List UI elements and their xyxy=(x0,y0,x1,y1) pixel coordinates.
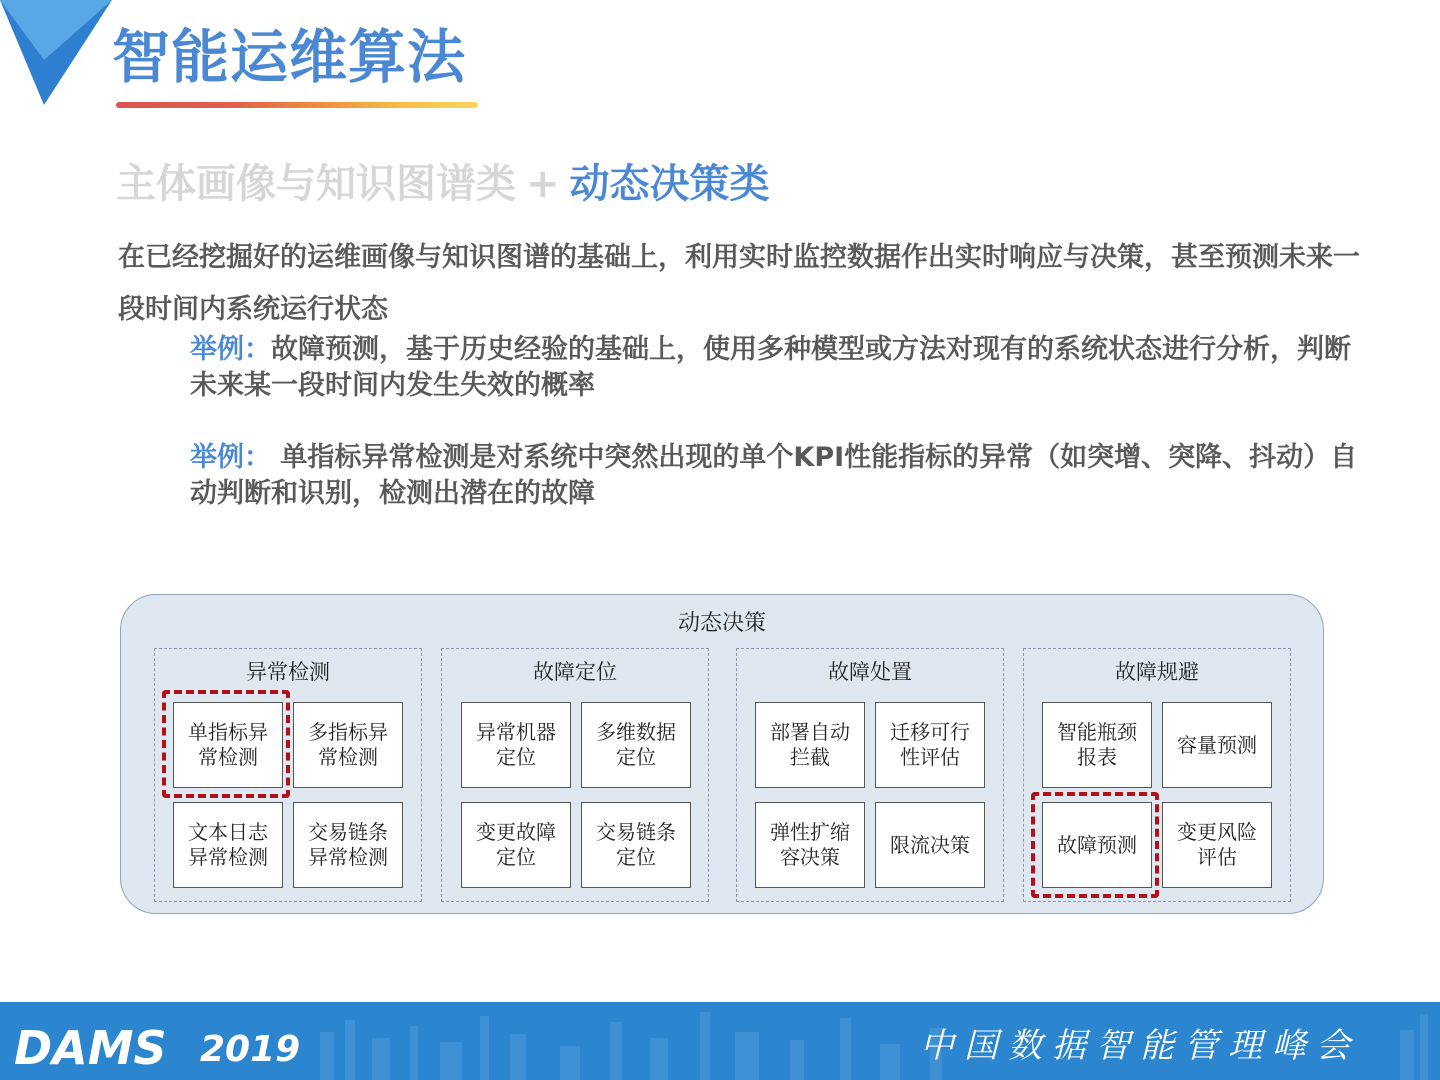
example-1 xyxy=(190,332,1370,404)
group-title: 异常检测 xyxy=(246,660,330,684)
group-title: 故障处置 xyxy=(828,660,912,684)
footer-event-name: 中国数据智能管理峰会 xyxy=(920,1026,1360,1066)
diagram-box: 变更故障定位 xyxy=(461,802,571,888)
group-title: 故障规避 xyxy=(1115,660,1199,684)
diagram-box: 智能瓶颈报表 xyxy=(1042,702,1152,788)
diagram-box: 多指标异常检测 xyxy=(293,702,403,788)
highlight-frame xyxy=(162,690,290,798)
diagram-box: 部署自动拦截 xyxy=(755,702,865,788)
highlight-frame xyxy=(1031,792,1159,898)
diagram-box: 多维数据定位 xyxy=(581,702,691,788)
title-underline xyxy=(116,102,478,108)
subtitle-plus: + xyxy=(526,161,560,207)
subtitle-part2: 动态决策类 xyxy=(569,161,770,207)
footer-brand-logo: DAMS xyxy=(14,1021,167,1075)
subtitle-part1: 主体画像与知识图谱类 xyxy=(116,161,516,207)
diagram-box: 变更风险评估 xyxy=(1162,802,1272,888)
diagram-box: 交易链条定位 xyxy=(581,802,691,888)
page-title: 智能运维算法 xyxy=(112,23,467,91)
intro-paragraph: 在已经挖掘好的运维画像与知识图谱的基础上，利用实时监控数据作出实时响应与决策，甚至预测未来一段时间内系统运行状态 xyxy=(118,242,1360,325)
subtitle xyxy=(116,160,770,208)
example-text: 单指标异常检测是对系统中突然出现的单个KPI性能指标的异常（如突增、突降、抖动）自动判断和识别，检测出潜在的故障 xyxy=(190,442,1358,509)
diagram-box: 文本日志异常检测 xyxy=(173,802,283,888)
diagram-box: 迁移可行性评估 xyxy=(875,702,985,788)
diagram-box: 故障预测 xyxy=(1042,802,1152,888)
diagram-box: 限流决策 xyxy=(875,802,985,888)
group-title: 故障定位 xyxy=(533,660,617,684)
example-2 xyxy=(190,440,1370,512)
footer-year: 2019 xyxy=(200,1029,301,1070)
diagram-box: 异常机器定位 xyxy=(461,702,571,788)
diagram-title: 动态决策 xyxy=(677,611,766,636)
example-lead: 举例： xyxy=(190,334,271,365)
diagram-box: 弹性扩缩容决策 xyxy=(755,802,865,888)
diagram-box: 单指标异常检测 xyxy=(173,702,283,788)
diagram-box: 容量预测 xyxy=(1162,702,1272,788)
example-lead: 举例： xyxy=(190,442,271,473)
diagram-box: 交易链条异常检测 xyxy=(293,802,403,888)
logo-triangle-icon xyxy=(0,0,112,105)
example-text: 故障预测，基于历史经验的基础上，使用多种模型或方法对现有的系统状态进行分析，判断未来某一段时间内发生失效的概率 xyxy=(190,334,1351,401)
